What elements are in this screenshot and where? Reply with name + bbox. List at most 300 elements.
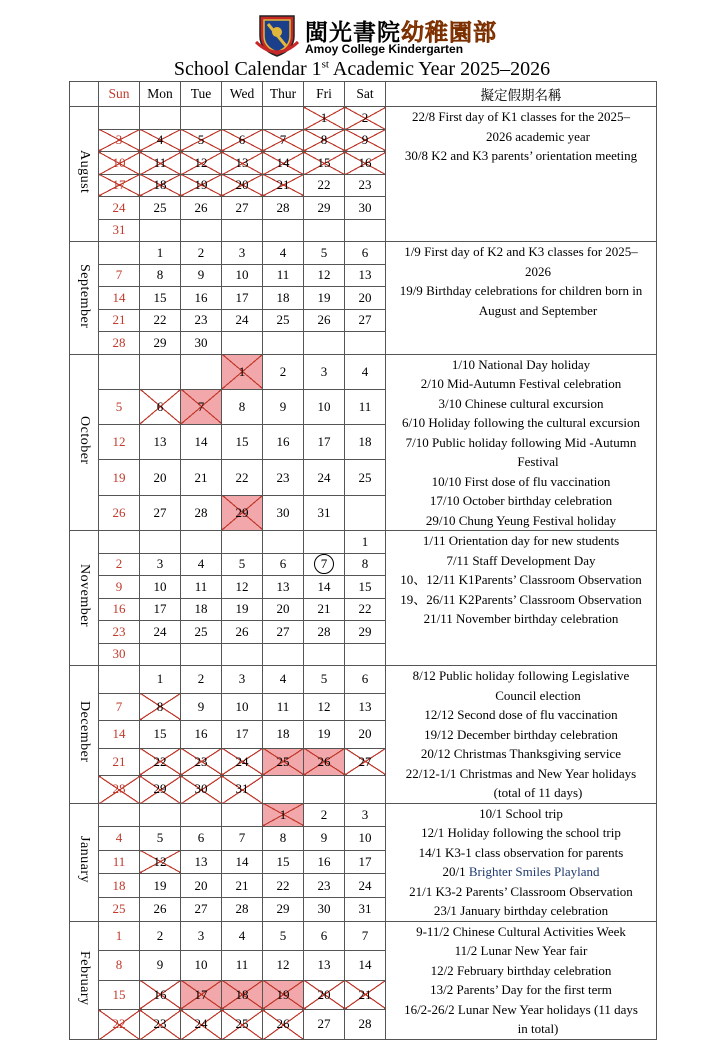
- day-cell: [99, 803, 140, 827]
- day-cell: 26: [304, 748, 345, 776]
- day-cell: 21: [181, 460, 222, 495]
- event-item: [386, 1000, 656, 1039]
- day-cell: [140, 354, 181, 389]
- event-date: 1/9: [404, 244, 421, 259]
- event-date: 7/10: [405, 434, 429, 450]
- event-item: [386, 107, 656, 146]
- day-cell: [181, 219, 222, 242]
- event-item: [386, 433, 656, 472]
- event-text: K3-1 class observation for parents: [445, 844, 624, 860]
- event-text: Christmas Thanksgiving service: [453, 746, 622, 761]
- header-row: [70, 82, 657, 107]
- event-date: 12/12: [424, 707, 455, 722]
- day-cell: 29: [140, 776, 181, 804]
- day-cell: 8: [140, 693, 181, 721]
- event-item: [386, 242, 656, 281]
- day-cell: 16: [140, 980, 181, 1010]
- event-item: [386, 823, 656, 843]
- day-cell: 11: [263, 264, 304, 287]
- event-item: [386, 491, 656, 511]
- day-cell: 10: [304, 389, 345, 424]
- day-cell: 1: [140, 242, 181, 265]
- day-cell: 18: [181, 598, 222, 621]
- month-name: September: [77, 263, 92, 328]
- event-date: 30/8: [404, 148, 428, 163]
- day-cell: 31: [304, 495, 345, 530]
- event-text: K1Parents’ Classroom Observation: [458, 572, 642, 587]
- event-text: School trip: [505, 805, 563, 821]
- event-date: 10、12/11: [400, 572, 456, 587]
- day-cell: 3: [345, 803, 386, 827]
- event-text: K2 and K3 parents’ orientation meeting: [431, 148, 638, 163]
- day-cell: 6: [345, 242, 386, 265]
- week-row: [70, 354, 657, 389]
- event-text-continued: 2026: [525, 263, 551, 279]
- day-cell: 30: [263, 495, 304, 530]
- day-cell: [222, 107, 263, 130]
- day-cell: 10: [181, 951, 222, 981]
- day-cell: 14: [222, 850, 263, 874]
- day-cell: 26: [181, 197, 222, 220]
- event-item: [386, 472, 656, 492]
- day-cell: 11: [222, 951, 263, 981]
- day-cell: 30: [181, 776, 222, 804]
- day-cell: 1: [222, 354, 263, 389]
- month-label: [70, 242, 99, 355]
- event-date: 1/11: [422, 533, 446, 548]
- month-name: December: [77, 701, 92, 764]
- day-cell: 24: [345, 874, 386, 898]
- day-cell: [99, 107, 140, 130]
- day-cell: 14: [99, 721, 140, 749]
- page-title: School Calendar 1st Academic Year 2025–2026: [173, 58, 551, 80]
- day-cell: 12: [304, 693, 345, 721]
- month-label: [70, 803, 99, 921]
- day-cell: 22: [222, 460, 263, 495]
- event-date: 3/10: [438, 395, 462, 411]
- day-cell: 15: [140, 287, 181, 310]
- day-cell: [345, 332, 386, 355]
- event-item: [386, 901, 656, 921]
- event-date: 7/11: [446, 552, 470, 568]
- day-cell: [345, 495, 386, 530]
- day-cell: [304, 553, 345, 576]
- day-cell: 17: [140, 598, 181, 621]
- day-cell: 5: [181, 129, 222, 152]
- day-cell: 26: [263, 1010, 304, 1040]
- day-cell: [263, 776, 304, 804]
- day-cell: 29: [222, 495, 263, 530]
- day-cell: 25: [345, 460, 386, 495]
- day-cell: 13: [181, 850, 222, 874]
- day-cell: 27: [181, 897, 222, 921]
- event-item: [386, 882, 656, 902]
- day-cell: 9: [181, 693, 222, 721]
- event-item: [386, 764, 656, 803]
- day-cell: [263, 107, 304, 130]
- day-cell: 19: [263, 980, 304, 1010]
- event-text: October birthday celebration: [462, 493, 613, 508]
- day-cell: 6: [140, 389, 181, 424]
- day-cell: 31: [345, 897, 386, 921]
- day-cell: 3: [181, 921, 222, 951]
- day-cell: 14: [263, 152, 304, 175]
- header-fri: Fri: [304, 82, 345, 107]
- day-cell: 9: [99, 576, 140, 599]
- event-text: Parents’ Day for the first term: [456, 982, 612, 997]
- event-date: 1/10: [451, 356, 475, 372]
- day-cell: 12: [99, 425, 140, 460]
- day-cell: 5: [304, 242, 345, 265]
- day-cell: 8: [140, 264, 181, 287]
- event-date: 19/9: [399, 283, 423, 298]
- day-cell: 16: [181, 287, 222, 310]
- event-text: Orientation day for new students: [448, 533, 620, 548]
- event-text: February birthday celebration: [456, 962, 612, 978]
- month-name: November: [77, 564, 92, 628]
- day-cell: 25: [263, 748, 304, 776]
- day-cell: 24: [140, 621, 181, 644]
- day-cell: 31: [99, 219, 140, 242]
- day-cell: 19: [140, 874, 181, 898]
- event-text-continued: Festival: [517, 454, 559, 469]
- day-cell: 18: [222, 980, 263, 1010]
- event-text-continued: in total): [517, 1021, 559, 1036]
- day-cell: 1: [99, 921, 140, 951]
- day-cell: 11: [345, 389, 386, 424]
- day-cell: 4: [222, 921, 263, 951]
- day-cell: 5: [263, 921, 304, 951]
- day-cell: 18: [140, 174, 181, 197]
- day-cell: [222, 803, 263, 827]
- day-cell: [304, 332, 345, 355]
- header-holidays: 擬定假期名稱: [386, 82, 657, 107]
- day-cell: 10: [140, 576, 181, 599]
- event-item: [386, 590, 656, 610]
- day-cell: 30: [99, 643, 140, 666]
- day-cell: 13: [222, 152, 263, 175]
- event-item: [386, 725, 656, 745]
- event-text: Brighter Smiles Playland: [468, 864, 600, 879]
- day-cell: 5: [222, 553, 263, 576]
- day-cell: 19: [304, 721, 345, 749]
- day-cell: 11: [140, 152, 181, 175]
- day-cell: 4: [263, 666, 304, 694]
- event-text: K2Parents’ Classroom Observation: [458, 591, 642, 607]
- event-date: 19、26/11: [400, 591, 456, 607]
- day-cell: 14: [181, 425, 222, 460]
- event-text: Lunar New Year holidays (11 days: [457, 1001, 638, 1017]
- day-cell: 23: [304, 874, 345, 898]
- day-cell: 3: [99, 129, 140, 152]
- day-cell: [181, 107, 222, 130]
- events-list: [386, 666, 657, 804]
- event-date: 19/12: [424, 726, 454, 742]
- month-label: [70, 921, 99, 1039]
- header-wed: Wed: [222, 82, 263, 107]
- event-date: 20/1: [442, 864, 466, 879]
- day-cell: [99, 666, 140, 694]
- day-cell: 22: [140, 309, 181, 332]
- day-cell: 11: [263, 693, 304, 721]
- day-cell: 10: [222, 264, 263, 287]
- day-cell: 13: [263, 576, 304, 599]
- event-text: National Day holiday: [478, 356, 591, 372]
- day-cell: 21: [99, 309, 140, 332]
- day-cell: 6: [222, 129, 263, 152]
- event-date: 14/1: [418, 844, 442, 860]
- day-cell: 16: [304, 850, 345, 874]
- day-cell: 4: [140, 129, 181, 152]
- event-text: November birthday celebration: [455, 611, 619, 626]
- day-cell: 22: [140, 748, 181, 776]
- day-cell: 13: [304, 951, 345, 981]
- day-cell: 29: [345, 621, 386, 644]
- day-cell: 9: [304, 827, 345, 851]
- day-cell: [304, 776, 345, 804]
- day-cell: [345, 643, 386, 666]
- week-row: [70, 666, 657, 694]
- day-cell: [181, 643, 222, 666]
- day-cell: 31: [222, 776, 263, 804]
- day-cell: 15: [304, 152, 345, 175]
- day-cell: 23: [181, 748, 222, 776]
- day-cell: 21: [263, 174, 304, 197]
- month-name: October: [77, 415, 92, 465]
- day-cell: 17: [99, 174, 140, 197]
- events-list: [386, 354, 657, 531]
- day-cell: 4: [345, 354, 386, 389]
- day-cell: 4: [181, 553, 222, 576]
- day-cell: 28: [304, 621, 345, 644]
- event-item: [386, 281, 656, 320]
- day-cell: 27: [345, 309, 386, 332]
- day-cell: 14: [304, 576, 345, 599]
- day-cell: 5: [140, 827, 181, 851]
- day-cell: 15: [140, 721, 181, 749]
- day-cell: 24: [222, 309, 263, 332]
- day-cell: [304, 643, 345, 666]
- day-cell: 24: [99, 197, 140, 220]
- week-row: [70, 531, 657, 554]
- day-cell: 23: [263, 460, 304, 495]
- day-cell: 15: [222, 425, 263, 460]
- event-item: [386, 355, 656, 375]
- day-cell: 25: [99, 897, 140, 921]
- day-cell: 8: [99, 951, 140, 981]
- day-cell: 25: [181, 621, 222, 644]
- event-item: [386, 744, 656, 764]
- event-item: [386, 146, 656, 166]
- day-cell: 3: [222, 666, 263, 694]
- day-cell: [263, 219, 304, 242]
- event-date: 21/1: [409, 883, 433, 899]
- day-cell: 12: [222, 576, 263, 599]
- event-date: 8/12: [412, 668, 436, 683]
- day-cell: 25: [263, 309, 304, 332]
- week-row: [70, 921, 657, 951]
- day-cell: 16: [345, 152, 386, 175]
- day-cell: 7: [181, 389, 222, 424]
- day-cell: [140, 643, 181, 666]
- event-text: Birthday celebrations for children born in: [426, 283, 643, 298]
- day-cell: 5: [99, 389, 140, 424]
- day-cell: [222, 219, 263, 242]
- event-date: 22/8: [411, 109, 436, 124]
- event-date: 13/2: [430, 982, 454, 997]
- day-cell: [181, 354, 222, 389]
- week-row: [70, 107, 657, 130]
- day-cell: 29: [263, 897, 304, 921]
- event-text: Public holiday following Legislative: [439, 668, 630, 683]
- day-cell: 16: [181, 721, 222, 749]
- month-label: [70, 666, 99, 804]
- day-cell: 1: [345, 531, 386, 554]
- day-cell: 10: [222, 693, 263, 721]
- day-cell: 21: [99, 748, 140, 776]
- day-cell: 10: [345, 827, 386, 851]
- day-cell: 20: [263, 598, 304, 621]
- event-date: 21/11: [423, 611, 453, 626]
- day-cell: 6: [181, 827, 222, 851]
- month-label: [70, 107, 99, 242]
- event-date: 29/10: [425, 512, 456, 528]
- day-cell: 29: [140, 332, 181, 355]
- week-row: [70, 242, 657, 265]
- day-cell: 19: [222, 598, 263, 621]
- day-cell: 1: [263, 803, 304, 827]
- day-cell: 23: [140, 1010, 181, 1040]
- day-cell: 19: [99, 460, 140, 495]
- event-item: [386, 666, 656, 705]
- event-text: First dose of flu vaccination: [464, 473, 611, 489]
- event-text-continued: (total of 11 days): [493, 785, 583, 800]
- day-cell: 17: [304, 425, 345, 460]
- day-cell: 3: [140, 553, 181, 576]
- day-cell: 30: [345, 197, 386, 220]
- month-name: August: [77, 150, 92, 194]
- day-cell: 23: [345, 174, 386, 197]
- day-cell: 23: [181, 309, 222, 332]
- event-text: Chinese Cultural Activities Week: [452, 923, 626, 939]
- day-cell: 18: [345, 425, 386, 460]
- day-cell: 3: [222, 242, 263, 265]
- day-cell: 20: [222, 174, 263, 197]
- day-cell: [304, 219, 345, 242]
- event-text: December birthday celebration: [456, 726, 618, 742]
- day-cell: 24: [181, 1010, 222, 1040]
- day-cell: 27: [140, 495, 181, 530]
- event-date: 9-11/2: [416, 923, 450, 939]
- day-cell: 23: [99, 621, 140, 644]
- day-cell: 7: [99, 693, 140, 721]
- event-text-continued: Council election: [495, 687, 581, 703]
- school-crest-icon: [254, 12, 300, 58]
- day-cell: 13: [345, 264, 386, 287]
- day-cell: 21: [222, 874, 263, 898]
- event-item: [386, 551, 656, 571]
- event-item: [386, 705, 656, 725]
- calendar-table: [69, 81, 657, 1040]
- day-cell: 4: [99, 827, 140, 851]
- day-cell: [99, 354, 140, 389]
- month-header: [70, 82, 99, 107]
- day-cell: 15: [99, 980, 140, 1010]
- day-cell: 11: [99, 850, 140, 874]
- day-cell: 9: [140, 951, 181, 981]
- events-list: [386, 531, 657, 666]
- event-date: 17/10: [429, 493, 460, 508]
- event-item: [386, 804, 656, 824]
- event-item: [386, 843, 656, 863]
- day-cell: 16: [99, 598, 140, 621]
- event-text: Holiday following the cultural excursion: [428, 415, 640, 430]
- day-cell: 27: [263, 621, 304, 644]
- day-cell: [345, 776, 386, 804]
- event-text: Chung Yeung Festival holiday: [458, 512, 617, 528]
- day-cell: 4: [263, 242, 304, 265]
- event-item: [386, 941, 656, 961]
- month-name: February: [77, 950, 92, 1006]
- day-cell: 8: [304, 129, 345, 152]
- event-item: [386, 413, 656, 433]
- event-date: 22/12-1/1: [405, 765, 457, 781]
- day-cell: [222, 332, 263, 355]
- event-date: 11/2: [454, 943, 478, 958]
- event-item: [386, 570, 656, 590]
- day-cell: 9: [263, 389, 304, 424]
- day-cell: 21: [345, 980, 386, 1010]
- day-cell: [140, 107, 181, 130]
- day-cell: 27: [345, 748, 386, 776]
- day-cell: 18: [99, 874, 140, 898]
- day-cell: 26: [304, 309, 345, 332]
- header-thur: Thur: [263, 82, 304, 107]
- event-item: [386, 374, 656, 394]
- day-cell: 27: [222, 197, 263, 220]
- day-cell: 2: [263, 354, 304, 389]
- day-cell: 17: [345, 850, 386, 874]
- event-text: Staff Development Day: [472, 552, 596, 568]
- event-text-continued: August and September: [478, 302, 598, 318]
- event-date: 6/10: [402, 415, 426, 430]
- event-text: January birthday celebration: [460, 903, 609, 918]
- day-cell: [181, 803, 222, 827]
- day-cell: 28: [345, 1010, 386, 1040]
- day-cell: 9: [181, 264, 222, 287]
- event-text: Christmas and New Year holidays: [459, 765, 637, 781]
- day-cell: 28: [181, 495, 222, 530]
- month-label: [70, 354, 99, 531]
- school-name-cn: 閩光書院幼稚園部: [305, 20, 497, 45]
- event-item: [386, 862, 656, 882]
- day-cell: 2: [181, 242, 222, 265]
- day-cell: 2: [304, 803, 345, 827]
- day-cell: 7: [99, 264, 140, 287]
- day-cell: 26: [99, 495, 140, 530]
- circled-date: 7: [314, 554, 334, 574]
- day-cell: 28: [263, 197, 304, 220]
- day-cell: [263, 332, 304, 355]
- day-cell: [99, 531, 140, 554]
- day-cell: 28: [222, 897, 263, 921]
- day-cell: 21: [304, 598, 345, 621]
- event-text: Holiday following the school trip: [447, 825, 621, 840]
- event-item: [386, 531, 656, 551]
- event-text: Mid-Autumn Festival celebration: [447, 376, 622, 391]
- day-cell: 27: [304, 1010, 345, 1040]
- events-list: [386, 803, 657, 921]
